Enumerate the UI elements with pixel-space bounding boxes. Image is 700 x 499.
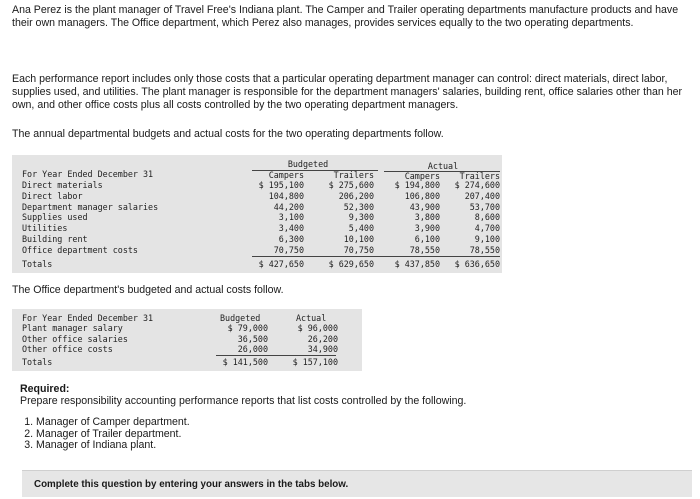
operating-cell-b-trailers: $ 275,600 [328, 180, 374, 190]
operating-cell-a-trailers: 8,600 [474, 212, 500, 223]
operating-cell-a-campers: 3,800 [414, 212, 440, 223]
operating-cell-a-trailers: $ 274,600 [454, 180, 500, 190]
operating-cell-a-trailers: 4,700 [474, 223, 500, 234]
col-actual-trailers: Trailers [459, 171, 500, 181]
total-budget-campers: $ 427,650 [258, 259, 304, 269]
operating-cell-b-trailers: 70,750 [343, 244, 374, 255]
office-total-actual: $ 157,100 [292, 357, 338, 367]
operating-cell-b-campers: 6,300 [278, 234, 304, 244]
header-budgeted: Budgeted [287, 159, 329, 169]
required-text: Prepare responsibility accounting performance reports that list costs controlled by the following. [20, 395, 467, 407]
operating-cell-a-campers: 6,100 [414, 234, 440, 244]
required-item-3: 3. Manager of Indiana plant. [36, 440, 190, 452]
totals-label: Totals [22, 259, 53, 269]
operating-cell-a-trailers: 53,700 [469, 201, 500, 212]
operating-cell-a-campers: 43,900 [409, 201, 440, 212]
operating-row-label: Utilities [22, 223, 68, 234]
total-budget-trailers: $ 629,650 [328, 259, 374, 269]
operating-cell-b-trailers: 206,200 [338, 190, 374, 201]
total-actual-trailers: $ 636,650 [454, 259, 500, 269]
office-cell-budgeted: $ 79,000 [227, 323, 268, 333]
intro-paragraph-3: The annual departmental budgets and actual costs for the two operating departments follow. [12, 128, 444, 140]
operating-cell-a-trailers: 78,550 [469, 244, 500, 255]
intro-paragraph-2: Each performance report includes only those costs that a particular operating department manager can control: direct materials, direct labor, supplies used, and utilities. The plant manager is responsible for the department managers' salaries, building rent, office salaries other than her own, and other office costs plus all costs controlled by the two operating department managers. [12, 73, 683, 111]
office-col-actual: Actual [296, 313, 327, 323]
office-cell-actual: $ 96,000 [297, 323, 338, 333]
required-item-1: 1. Manager of Camper department. [36, 417, 190, 429]
office-department-table [12, 309, 362, 371]
operating-row-label: Office department costs [22, 244, 138, 255]
operating-cell-b-trailers: 5,400 [348, 223, 374, 234]
operating-cell-b-campers: 3,400 [278, 223, 304, 234]
total-actual-campers: $ 437,850 [394, 259, 440, 269]
operating-cell-b-campers: 44,200 [273, 201, 304, 212]
operating-cell-b-campers: 3,100 [278, 212, 304, 223]
operating-row-label: Supplies used [22, 212, 88, 223]
operating-cell-b-campers: $ 195,100 [258, 180, 304, 190]
office-totals-label: Totals [22, 357, 53, 367]
operating-departments-table [12, 155, 502, 273]
office-row-label: Plant manager salary [22, 323, 123, 333]
col-actual-campers: Campers [404, 171, 440, 181]
office-total-budgeted: $ 141,500 [222, 357, 268, 367]
office-cell-budgeted: 36,500 [237, 333, 268, 344]
operating-row-label: Department manager salaries [22, 201, 159, 212]
office-cell-actual: 26,200 [307, 333, 338, 344]
operating-cell-a-campers: 3,900 [414, 223, 440, 234]
operating-cell-a-campers: 106,800 [404, 190, 440, 201]
office-period-label: For Year Ended December 31 [22, 313, 154, 323]
operating-cell-a-campers: 78,550 [409, 244, 440, 255]
operating-cell-a-trailers: 207,400 [464, 190, 500, 201]
operating-cell-a-campers: $ 194,800 [394, 180, 440, 190]
office-cell-budgeted: 26,000 [237, 344, 268, 355]
col-budget-trailers: Trailers [333, 170, 374, 180]
header-actual: Actual [427, 161, 459, 171]
operating-cell-b-campers: 70,750 [273, 244, 304, 255]
operating-cell-b-trailers: 52,300 [343, 201, 374, 212]
required-item-2: 2. Manager of Trailer department. [36, 429, 190, 441]
operating-cell-b-trailers: 10,100 [343, 234, 374, 244]
period-label: For Year Ended December 31 [22, 169, 154, 179]
office-intro: The Office department's budgeted and actual costs follow. [12, 284, 284, 296]
operating-row-label: Building rent [22, 234, 88, 244]
office-col-budgeted: Budgeted [220, 313, 261, 323]
instruction-bar [22, 470, 692, 497]
operating-cell-a-trailers: 9,100 [474, 234, 500, 244]
required-list [20, 417, 190, 452]
instruction-text: Complete this question by entering your answers in the tabs below. [34, 479, 349, 490]
intro-paragraph-1: Ana Perez is the plant manager of Travel Free's Indiana plant. The Camper and Trailer operating departments manufacture products and have their own managers. The Office department, which Perez also manages, provides services equally to the two operating departments. [12, 4, 679, 29]
operating-cell-b-trailers: 9,300 [348, 212, 374, 223]
office-row-label: Other office costs [22, 344, 113, 355]
col-budget-campers: Campers [268, 170, 304, 180]
required-heading: Required: [20, 383, 70, 395]
office-row-label: Other office salaries [22, 333, 128, 344]
operating-row-label: Direct materials [22, 180, 103, 190]
office-cell-actual: 34,900 [307, 344, 338, 355]
operating-row-label: Direct labor [22, 190, 83, 201]
operating-cell-b-campers: 104,800 [268, 190, 304, 201]
